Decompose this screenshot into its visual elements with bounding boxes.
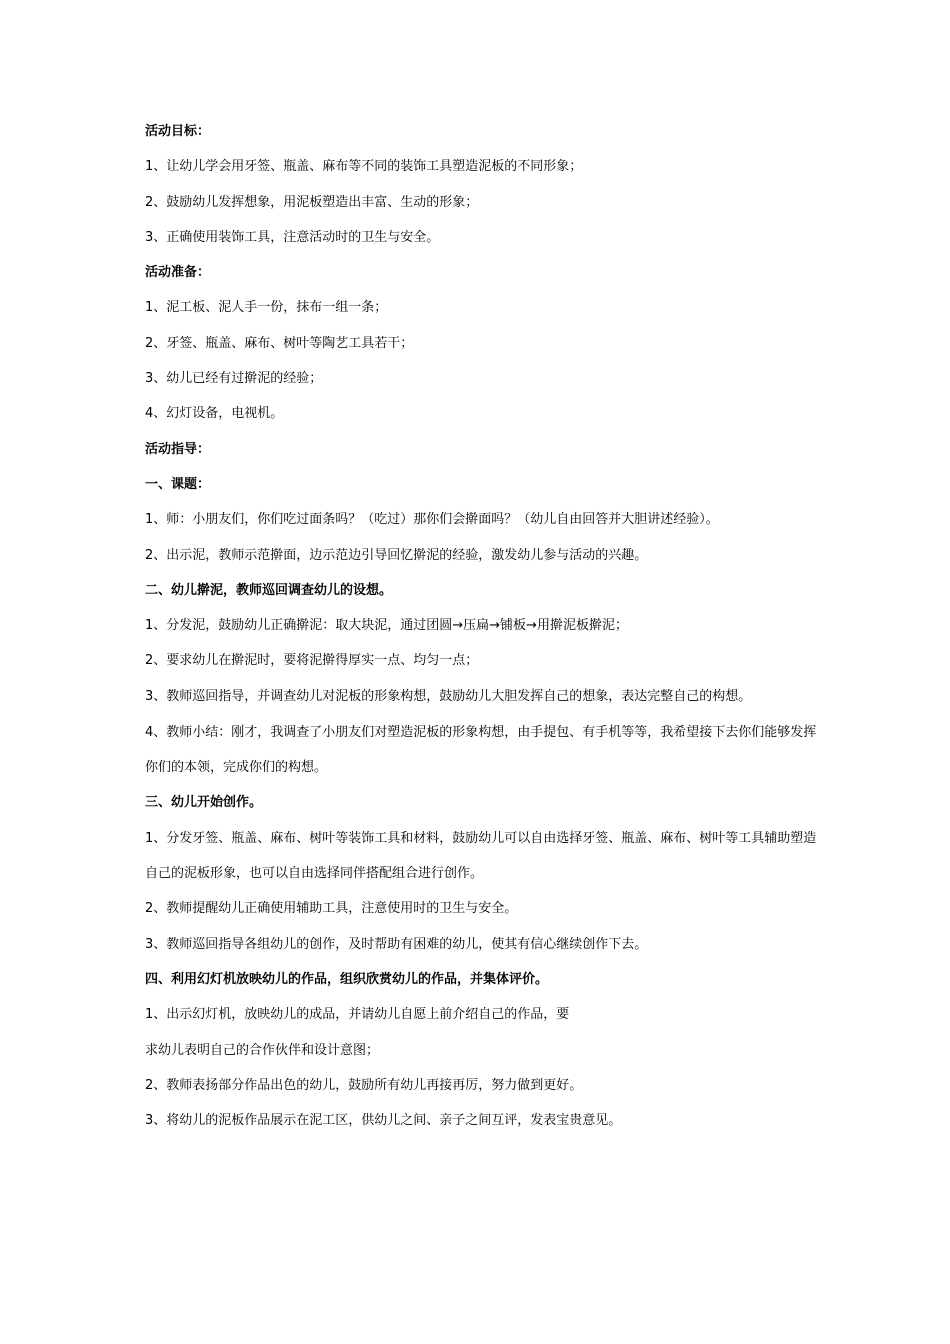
subsection-heading-4: 四、利用幻灯机放映幼儿的作品，组织欣赏幼儿的作品，并集体评价。	[145, 971, 549, 987]
paragraph: 3、正确使用装饰工具，注意活动时的卫生与安全。	[145, 229, 440, 245]
paragraph: 1、分发泥，鼓励幼儿正确擀泥：取大块泥，通过团圆→压扁→铺板→用擀泥板擀泥；	[145, 618, 628, 634]
document-body	[145, 122, 825, 1146]
paragraph: 2、牙签、瓶盖、麻布、树叶等陶艺工具若干；	[145, 335, 414, 351]
paragraph: 求幼儿表明自己的合作伙伴和设计意图；	[145, 1042, 380, 1058]
section-heading-guidance: 活动指导：	[145, 441, 211, 457]
paragraph-wrapped: 4、教师小结：刚才，我调查了小朋友们对塑造泥板的形象构想，由手提包、有手机等等，我希望接下去你们能够发挥你们的本领，完成你们的构想。	[145, 725, 817, 776]
paragraph: 1、让幼儿学会用牙签、瓶盖、麻布等不同的装饰工具塑造泥板的不同形象；	[145, 159, 583, 175]
paragraph: 1、师：小朋友们，你们吃过面条吗？（吃过）那你们会擀面吗？（幼儿自由回答并大胆讲述经验）。	[145, 512, 719, 528]
paragraph: 1、泥工板、泥人手一份，抹布一组一条；	[145, 300, 388, 316]
section-heading-goals: 活动目标：	[145, 124, 211, 139]
subsection-heading-1: 一、课题：	[145, 476, 211, 492]
paragraph: 3、教师巡回指导，并调查幼儿对泥板的形象构想，鼓励幼儿大胆发挥自己的想象，表达完整自己的构想。	[145, 688, 752, 704]
paragraph: 2、教师提醒幼儿正确使用辅助工具，注意使用时的卫生与安全。	[145, 901, 518, 917]
paragraph: 3、幼儿已经有过擀泥的经验；	[145, 371, 323, 387]
paragraph: 2、要求幼儿在擀泥时，要将泥擀得厚实一点、均匀一点；	[145, 653, 479, 669]
paragraph: 1、出示幻灯机，放映幼儿的成品，并请幼儿自愿上前介绍自己的作品，要	[145, 1007, 570, 1023]
paragraph: 3、教师巡回指导各组幼儿的创作，及时帮助有困难的幼儿，使其有信心继续创作下去。	[145, 936, 648, 952]
paragraph: 3、将幼儿的泥板作品展示在泥工区，供幼儿之间、亲子之间互评，发表宝贵意见。	[145, 1113, 622, 1129]
subsection-heading-3: 三、幼儿开始创作。	[145, 795, 263, 811]
section-heading-preparation: 活动准备：	[145, 265, 211, 281]
paragraph: 2、出示泥，教师示范擀面，边示范边引导回忆擀泥的经验，激发幼儿参与活动的兴趣。	[145, 547, 648, 563]
paragraph: 2、鼓励幼儿发挥想象，用泥板塑造出丰富、生动的形象；	[145, 194, 479, 210]
paragraph: 4、幻灯设备，电视机。	[145, 406, 284, 422]
subsection-heading-2: 二、幼儿擀泥，教师巡回调查幼儿的设想。	[145, 582, 393, 598]
paragraph-wrapped: 1、分发牙签、瓶盖、麻布、树叶等装饰工具和材料，鼓励幼儿可以自由选择牙签、瓶盖、麻布、树叶等工具辅助塑造自己的泥板形象，也可以自由选择同伴搭配组合进行创作。	[145, 831, 817, 882]
paragraph: 2、教师表扬部分作品出色的幼儿，鼓励所有幼儿再接再厉，努力做到更好。	[145, 1077, 583, 1093]
